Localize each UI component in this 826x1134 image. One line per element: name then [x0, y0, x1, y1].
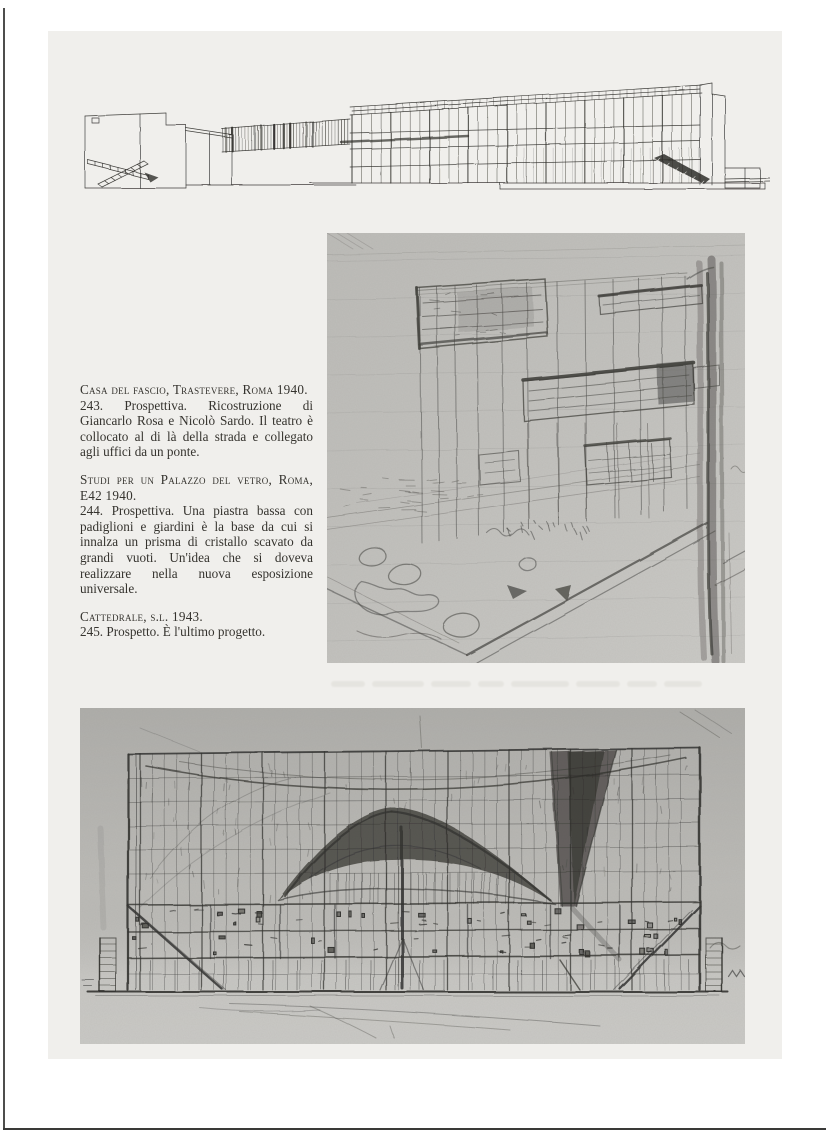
scan-bottom-border — [3, 1128, 826, 1130]
book-page — [48, 31, 782, 1059]
figure-244-sketch — [327, 233, 745, 663]
paper-grain — [80, 708, 745, 1044]
caption-244-heading: Studi per un Palazzo del vetro, Roma, E42 1940. — [80, 471, 313, 503]
caption-243-heading: Casa del fascio, Trastevere, Roma 1940. — [80, 382, 308, 397]
caption-244-body: 244. Prospettiva. Una piastra bassa con padiglioni e giardini è la base da cui si innalza un prisma di cristallo scavato da grandi vuoti. Un'idea che si doveva realizzare nella nuova esposizione universale. — [80, 503, 313, 597]
figure-245 — [80, 708, 745, 1044]
figure-245-sketch — [80, 708, 745, 1044]
figure-244 — [327, 233, 745, 663]
caption-245-heading: Cattedrale, s.l. 1943. — [80, 608, 203, 624]
scan-left-border — [3, 8, 5, 1130]
figure-243 — [60, 48, 770, 213]
caption-245 — [80, 609, 313, 640]
caption-243 — [80, 382, 313, 460]
caption-column — [80, 382, 313, 640]
caption-243-body: 243. Prospettiva. Ricostruzione di Giancarlo Rosa e Nicolò Sardo. Il teatro è collocato al di là della strada e collegato agli uffici da un ponte. — [80, 397, 313, 460]
ghost-text-bleedthrough — [331, 678, 743, 690]
caption-244 — [80, 472, 313, 597]
caption-245-body: 245. Prospetto. È l'ultimo progetto. — [80, 624, 266, 640]
figure-243-drawing — [60, 48, 770, 213]
